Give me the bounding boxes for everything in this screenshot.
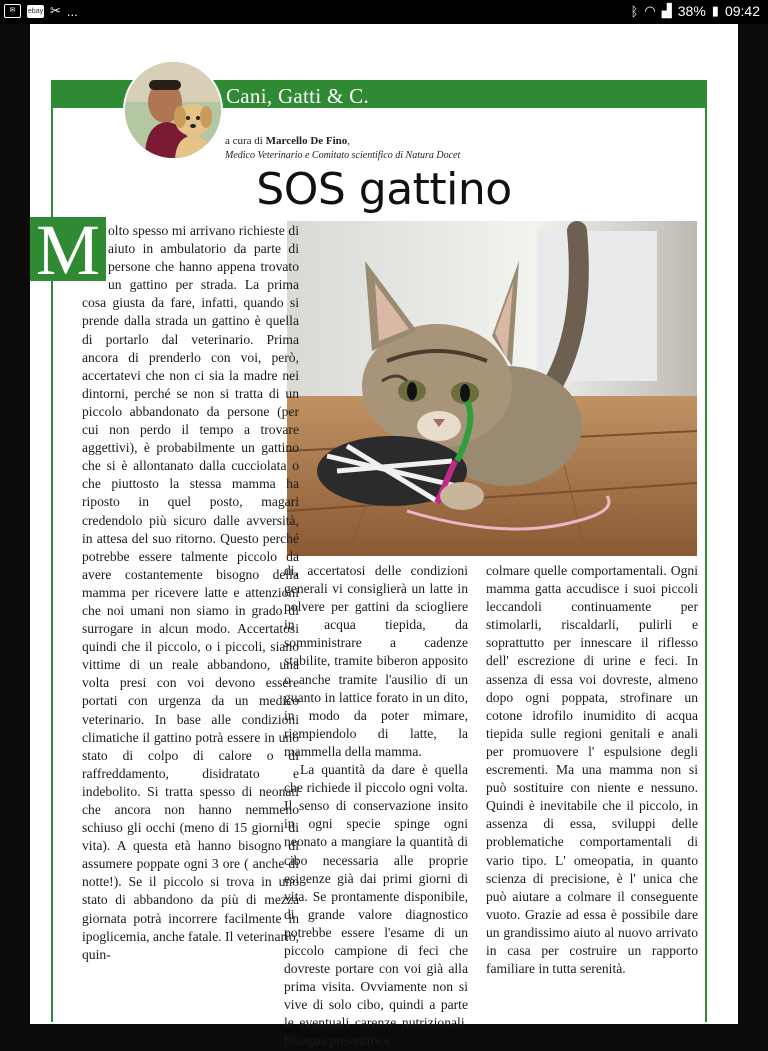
author-name: Marcello De Fino (265, 135, 348, 147)
article-column-3 (486, 562, 698, 978)
ebay-icon: ebay (27, 5, 44, 18)
battery-percent: 38% (677, 3, 706, 19)
section-title: Cani, Gatti & C. (226, 84, 370, 108)
author-role: Medico Veterinario e Comitato scientifico di Natura Docet (225, 150, 461, 161)
bluetooth-icon: ᛒ (630, 3, 639, 19)
article-column-2 (284, 562, 468, 1051)
mail-icon: ✉ (4, 4, 21, 18)
kitten-photo (287, 221, 697, 556)
author-avatar (123, 60, 223, 160)
drop-cap: M (30, 217, 106, 281)
paragraph: La quantità da dare è quella che richiede il piccolo ogni volta. Il senso di conservazione insito in ogni specie spinge ogni neonato a mangiare la quantità di cibo necessaria alle proprie esigenze già dai primi giorni di vita. Se prontamente disponibile, di grande valore diagnostico potrebbe essere l'esame di un piccolo campione di feci che dovreste portare con voi già alla prima visita. Ovviamente non si vive di solo cibo, quindi a parte le eventuali carenze nutrizionali, bisogna prevenire e (284, 762, 468, 1049)
status-bar (0, 0, 768, 24)
tools-icon: ✂ (50, 3, 61, 18)
more-icon: ... (66, 3, 78, 19)
article-title: SOS gattino (256, 164, 512, 215)
paragraph: di, accertatosi delle condizioni generali vi consiglierà un latte in polvere per gattini da sciogliere in acqua tiepida, da somministrare a cadenze stabilite, tramite biberon apposito o anche tramite l'ausilio di un guanto in lattice forato in un dito, in modo da poter mimare, riempiendolo di latte, la mammella della mamma. (284, 563, 468, 759)
author-suffix: , (347, 135, 351, 147)
byline-prefix: a cura di (225, 135, 266, 147)
article-column-1 (82, 222, 299, 964)
wifi-icon: ◠ (644, 3, 656, 18)
paragraph: olto spesso mi arrivano richieste di aiuto in ambulatorio da parte di persone che hanno appena trovato un gattino per strada. La prima cosa giusta da fare, infatti, quando si prende dalla strada un gattino è quella di portarlo dal veterinario. Prima ancora di prenderlo con voi, però, accertatevi che non ci sia la madre nei dintorni, perché se non si tratta di un piccolo abbandonato da persone (per cui non perdo il tempo a trovare aggettivi), è probabilmente un gattino che si è allontanato dalla cucciolata o che piuttosto la stessa mamma ha riposto in quel posto, magari credendolo più sicuro dalle avversità, in attesa del suo ritorno. Questo perché potrebbe essere talmente piccolo da avere costantemente bisogno della mamma per ricevere latte e attenzioni che noi umani non siamo in grado di surrogare in alcun modo. Accertatosi quindi che il piccolo, o i piccoli, siano vittime di un reale abbandono, una volta presi con voi devono essere portati con urgenza da un medico veterinario. In base alle condizioni climatiche il gattino potrà essere in uno stato di colpo di calore o di raffreddamento, disidratato e indebolito. Si tratta spesso di neonati che ancora non hanno nemmeno schiuso gli occhi (meno di 15 giorni di vita). A questa età hanno bisogno di assumere poppate ogni 3 ore ( anche di notte!). Se il piccolo si trova in uno stato di abbandono da più di mezza giornata potrà incorrere facilmente in ipoglicemia, anche fatale. Il veterinario, quin- (82, 223, 300, 962)
signal-icon: ▟ (661, 3, 672, 18)
clock: 09:42 (724, 3, 760, 19)
magazine-page (30, 24, 738, 1049)
byline (225, 134, 460, 163)
paragraph: colmare quelle comportamentali. Ogni mamma gatta accudisce i suoi piccoli leccandoli continuamente per stimolarli, riscaldarli, pulirli e soprattutto per innescare il riflesso dell' escrezione di urine e feci. In assenza di essa voi dovreste, almeno dopo ogni poppata, strofinare un cotone idrofilo inumidito di acqua tiepida sulle regioni genitali e anali per promuovere l' espulsione degli escrementi. Ma una mamma non si può sostituire con niente e nessuno. Quindi è inevitabile che il piccolo, in assenza di essa, sviluppi delle problematiche comportamentali di vario tipo. L' omeopatia, in quanto scienza di precisione, è l' unica che può aiutare a colmare il conseguente vuoto. Grazie ad essa è possibile dare un grandissimo aiuto al nuovo arrivato in casa per costruire un rapporto familiare in tutta serenità. (486, 563, 698, 977)
battery-icon: ▮ (711, 3, 719, 18)
